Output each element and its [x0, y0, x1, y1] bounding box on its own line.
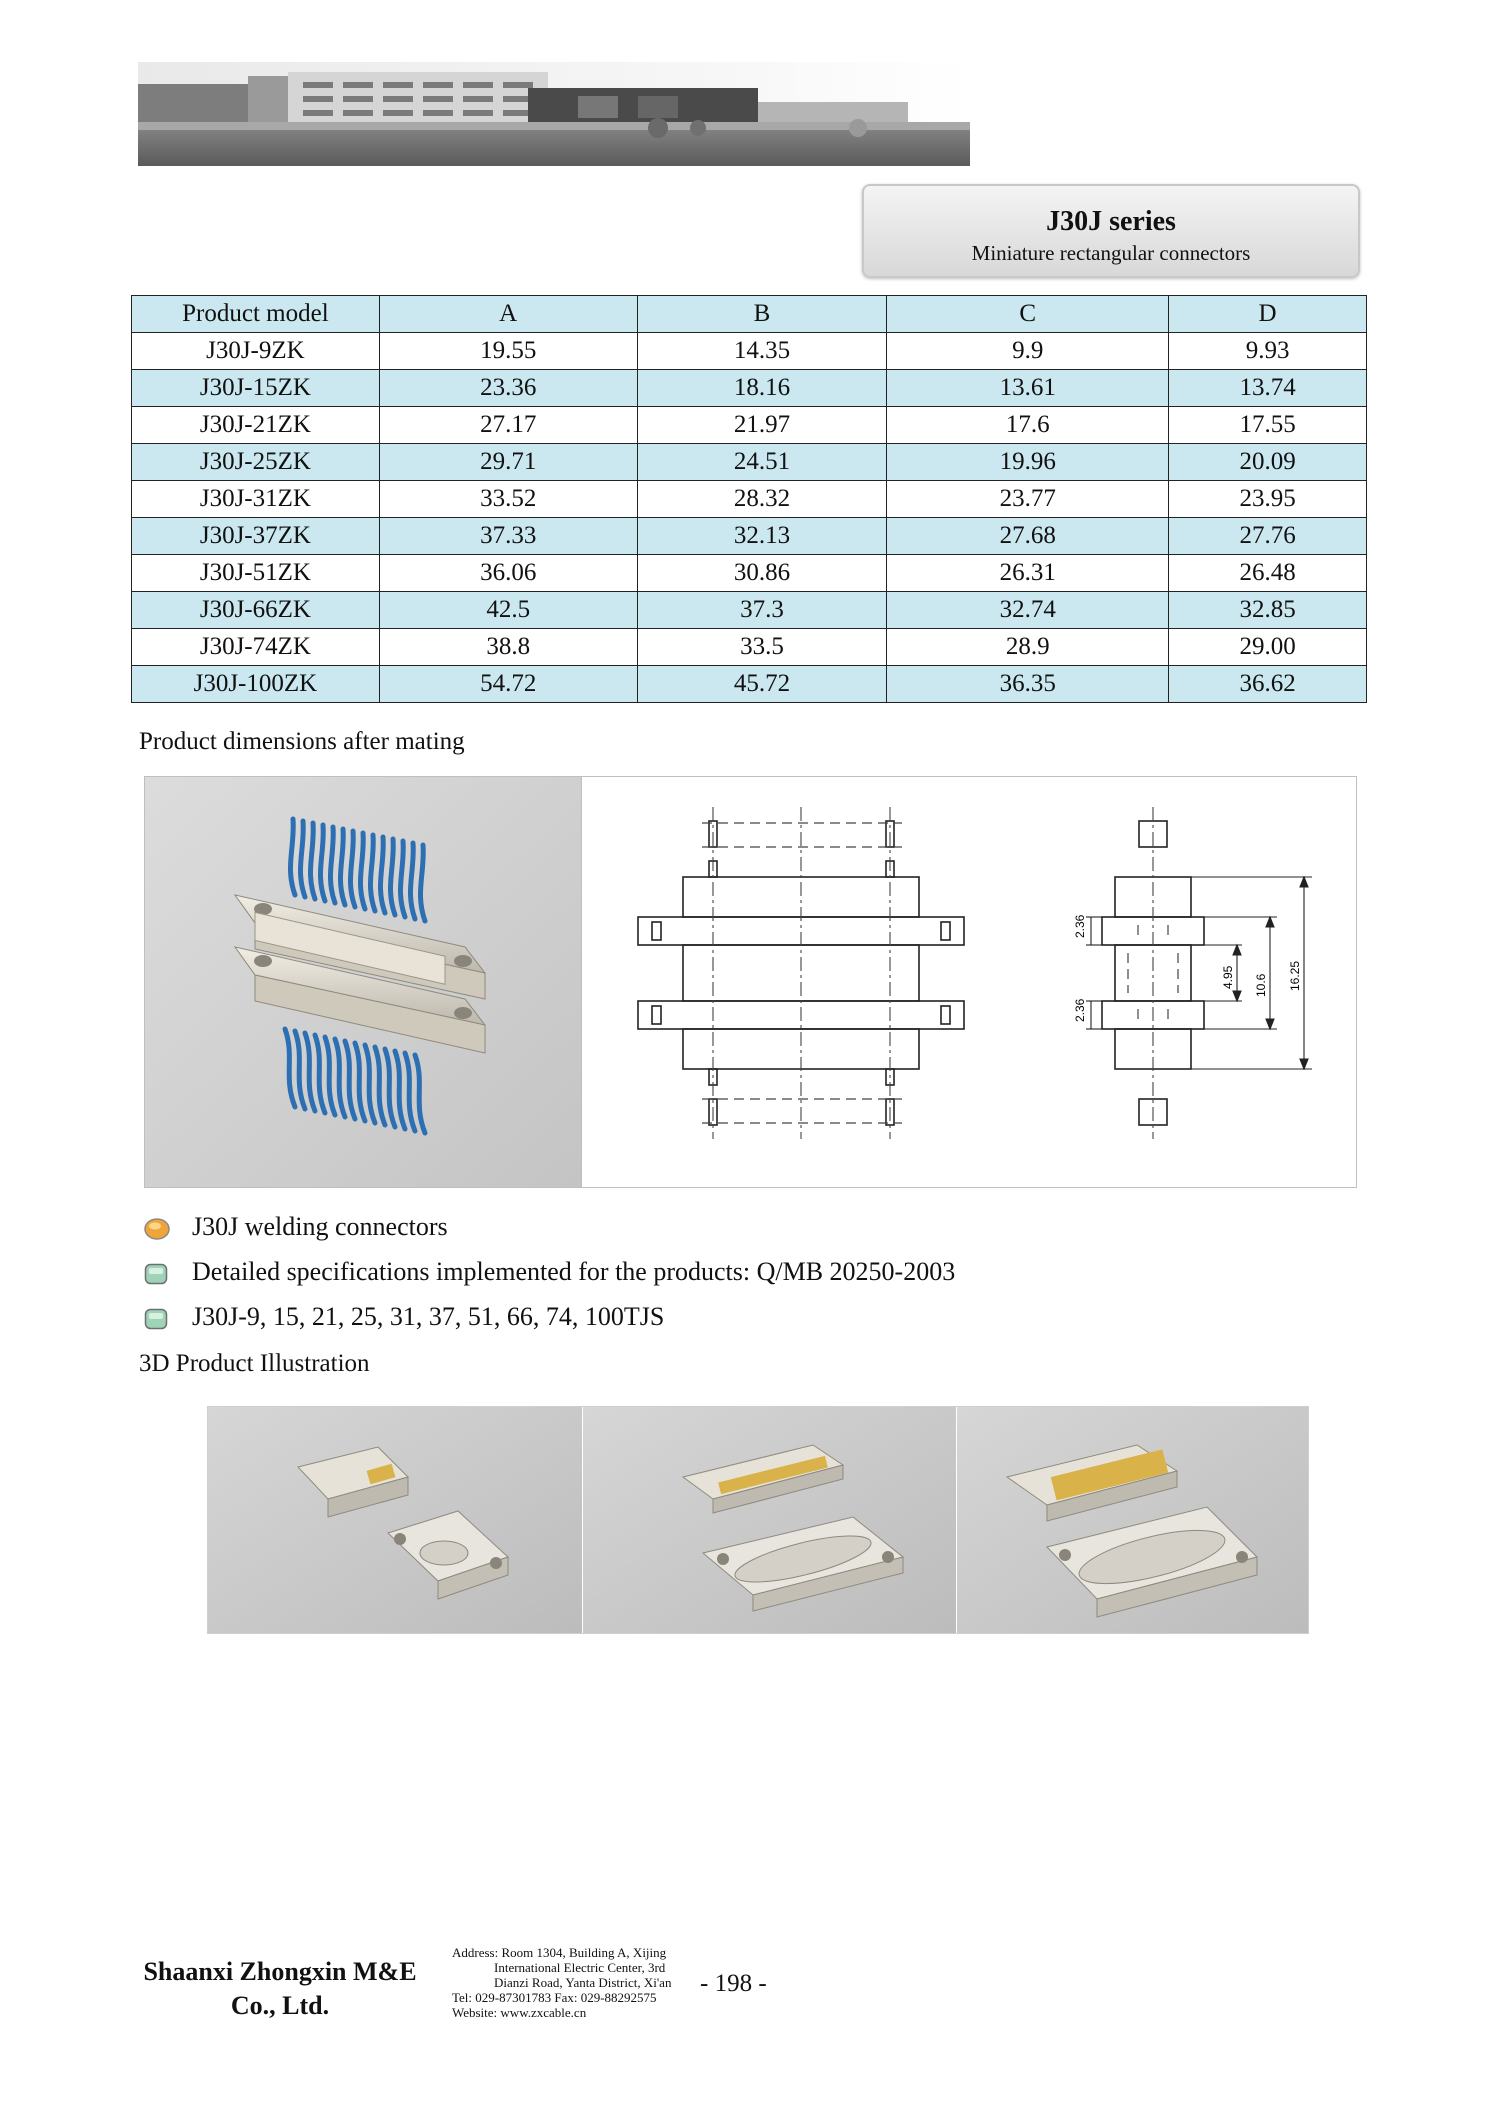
bullet-text: Detailed specifications implemented for the products: Q/MB 20250-2003 — [192, 1257, 956, 1286]
dimension-table — [131, 295, 1367, 703]
table-cell: 23.36 — [379, 370, 637, 407]
dim-label-total-height: 16.25 — [1288, 960, 1302, 991]
table-header-cell: D — [1169, 296, 1367, 333]
series-title-box — [862, 184, 1360, 278]
connector-9-pin-render — [208, 1407, 582, 1633]
page-number: - 198 - — [700, 1970, 767, 1997]
table-cell: 9.9 — [887, 333, 1169, 370]
dim-label-top-flange: 2.36 — [1073, 914, 1087, 938]
table-cell: 45.72 — [637, 666, 887, 703]
table-header-row — [132, 296, 1367, 333]
contact-line: Tel: 029-87301783 Fax: 029-88292575 — [452, 1990, 657, 2005]
table-cell: 23.95 — [1169, 481, 1367, 518]
series-subtitle: Miniature rectangular connectors — [971, 241, 1251, 265]
table-cell: 9.93 — [1169, 333, 1367, 370]
product-illustration-strip — [207, 1406, 1309, 1634]
table-cell: 19.55 — [379, 333, 637, 370]
table-cell: 14.35 — [637, 333, 887, 370]
table-header-cell: C — [887, 296, 1169, 333]
green-square-bullet-icon — [144, 1263, 168, 1285]
table-cell: 28.32 — [637, 481, 887, 518]
table-row — [132, 629, 1367, 666]
green-square-bullet-icon — [144, 1308, 168, 1330]
table-cell: 24.51 — [637, 444, 887, 481]
series-title: J30J series — [1046, 206, 1176, 237]
address-line: International Electric Center, 3rd — [494, 1960, 666, 1975]
table-cell: 54.72 — [379, 666, 637, 703]
bullet-item — [144, 1212, 1044, 1248]
table-row — [132, 555, 1367, 592]
table-cell: J30J-25ZK — [132, 444, 380, 481]
table-cell: 29.00 — [1169, 629, 1367, 666]
table-header-cell: A — [379, 296, 637, 333]
table-row — [132, 407, 1367, 444]
company-line: Shaanxi Zhongxin M&E — [143, 1957, 417, 1986]
table-cell: 37.3 — [637, 592, 887, 629]
address-line: Address: Room 1304, Building A, Xijing — [452, 1945, 667, 1960]
header-banner-image — [138, 62, 970, 166]
table-row — [132, 370, 1367, 407]
table-header-cell: B — [637, 296, 887, 333]
table-cell: 36.62 — [1169, 666, 1367, 703]
table-cell: 32.85 — [1169, 592, 1367, 629]
table-cell: 42.5 — [379, 592, 637, 629]
table-cell: J30J-31ZK — [132, 481, 380, 518]
table-cell: 33.52 — [379, 481, 637, 518]
table-cell: 27.68 — [887, 518, 1169, 555]
table-row — [132, 333, 1367, 370]
table-row — [132, 518, 1367, 555]
table-cell: 21.97 — [637, 407, 887, 444]
footer-address — [452, 1945, 671, 2020]
table-cell: J30J-74ZK — [132, 629, 380, 666]
technical-drawing — [582, 777, 1356, 1187]
table-cell: 38.8 — [379, 629, 637, 666]
table-cell: 36.06 — [379, 555, 637, 592]
connector-100-pin-render — [957, 1407, 1308, 1633]
table-cell: 28.9 — [887, 629, 1169, 666]
table-cell: 23.77 — [887, 481, 1169, 518]
table-row — [132, 481, 1367, 518]
table-cell: J30J-100ZK — [132, 666, 380, 703]
table-cell: J30J-37ZK — [132, 518, 380, 555]
dim-label-bottom-flange: 2.36 — [1073, 998, 1087, 1022]
table-cell: 37.33 — [379, 518, 637, 555]
table-cell: 13.74 — [1169, 370, 1367, 407]
connector-37-pin-render — [583, 1407, 956, 1633]
table-cell: J30J-51ZK — [132, 555, 380, 592]
mated-connector-render — [145, 777, 582, 1187]
table-cell: 26.48 — [1169, 555, 1367, 592]
table-cell: J30J-9ZK — [132, 333, 380, 370]
orange-circle-bullet-icon — [144, 1218, 170, 1240]
footer-company-name — [140, 1955, 420, 2023]
table-cell: J30J-66ZK — [132, 592, 380, 629]
table-cell: J30J-15ZK — [132, 370, 380, 407]
table-cell: 32.74 — [887, 592, 1169, 629]
table-cell: 27.76 — [1169, 518, 1367, 555]
dim-label-inner-height: 4.95 — [1221, 965, 1235, 989]
mating-caption: Product dimensions after mating — [139, 728, 465, 755]
table-row — [132, 666, 1367, 703]
company-line: Co., Ltd. — [230, 1991, 330, 2020]
table-cell: 18.16 — [637, 370, 887, 407]
dim-label-flange-span: 10.6 — [1254, 973, 1268, 997]
table-cell: 19.96 — [887, 444, 1169, 481]
table-cell: J30J-21ZK — [132, 407, 380, 444]
table-cell: 29.71 — [379, 444, 637, 481]
website-line: Website: www.zxcable.cn — [452, 2005, 587, 2020]
illustration-caption: 3D Product Illustration — [139, 1350, 370, 1377]
bullet-text: J30J welding connectors — [192, 1212, 448, 1241]
table-cell: 30.86 — [637, 555, 887, 592]
table-cell: 13.61 — [887, 370, 1169, 407]
table-cell: 17.55 — [1169, 407, 1367, 444]
table-cell: 33.5 — [637, 629, 887, 666]
address-line: Dianzi Road, Yanta District, Xi'an — [494, 1975, 672, 1990]
bullet-item — [144, 1302, 1044, 1338]
table-cell: 36.35 — [887, 666, 1169, 703]
table-cell: 20.09 — [1169, 444, 1367, 481]
table-cell: 17.6 — [887, 407, 1169, 444]
table-row — [132, 444, 1367, 481]
table-cell: 32.13 — [637, 518, 887, 555]
table-row — [132, 592, 1367, 629]
bullet-item — [144, 1257, 1044, 1293]
table-header-cell: Product model — [132, 296, 380, 333]
bullet-text: J30J-9, 15, 21, 25, 31, 37, 51, 66, 74, 100TJS — [192, 1302, 665, 1331]
mating-figure — [144, 776, 1357, 1188]
table-cell: 26.31 — [887, 555, 1169, 592]
table-cell: 27.17 — [379, 407, 637, 444]
